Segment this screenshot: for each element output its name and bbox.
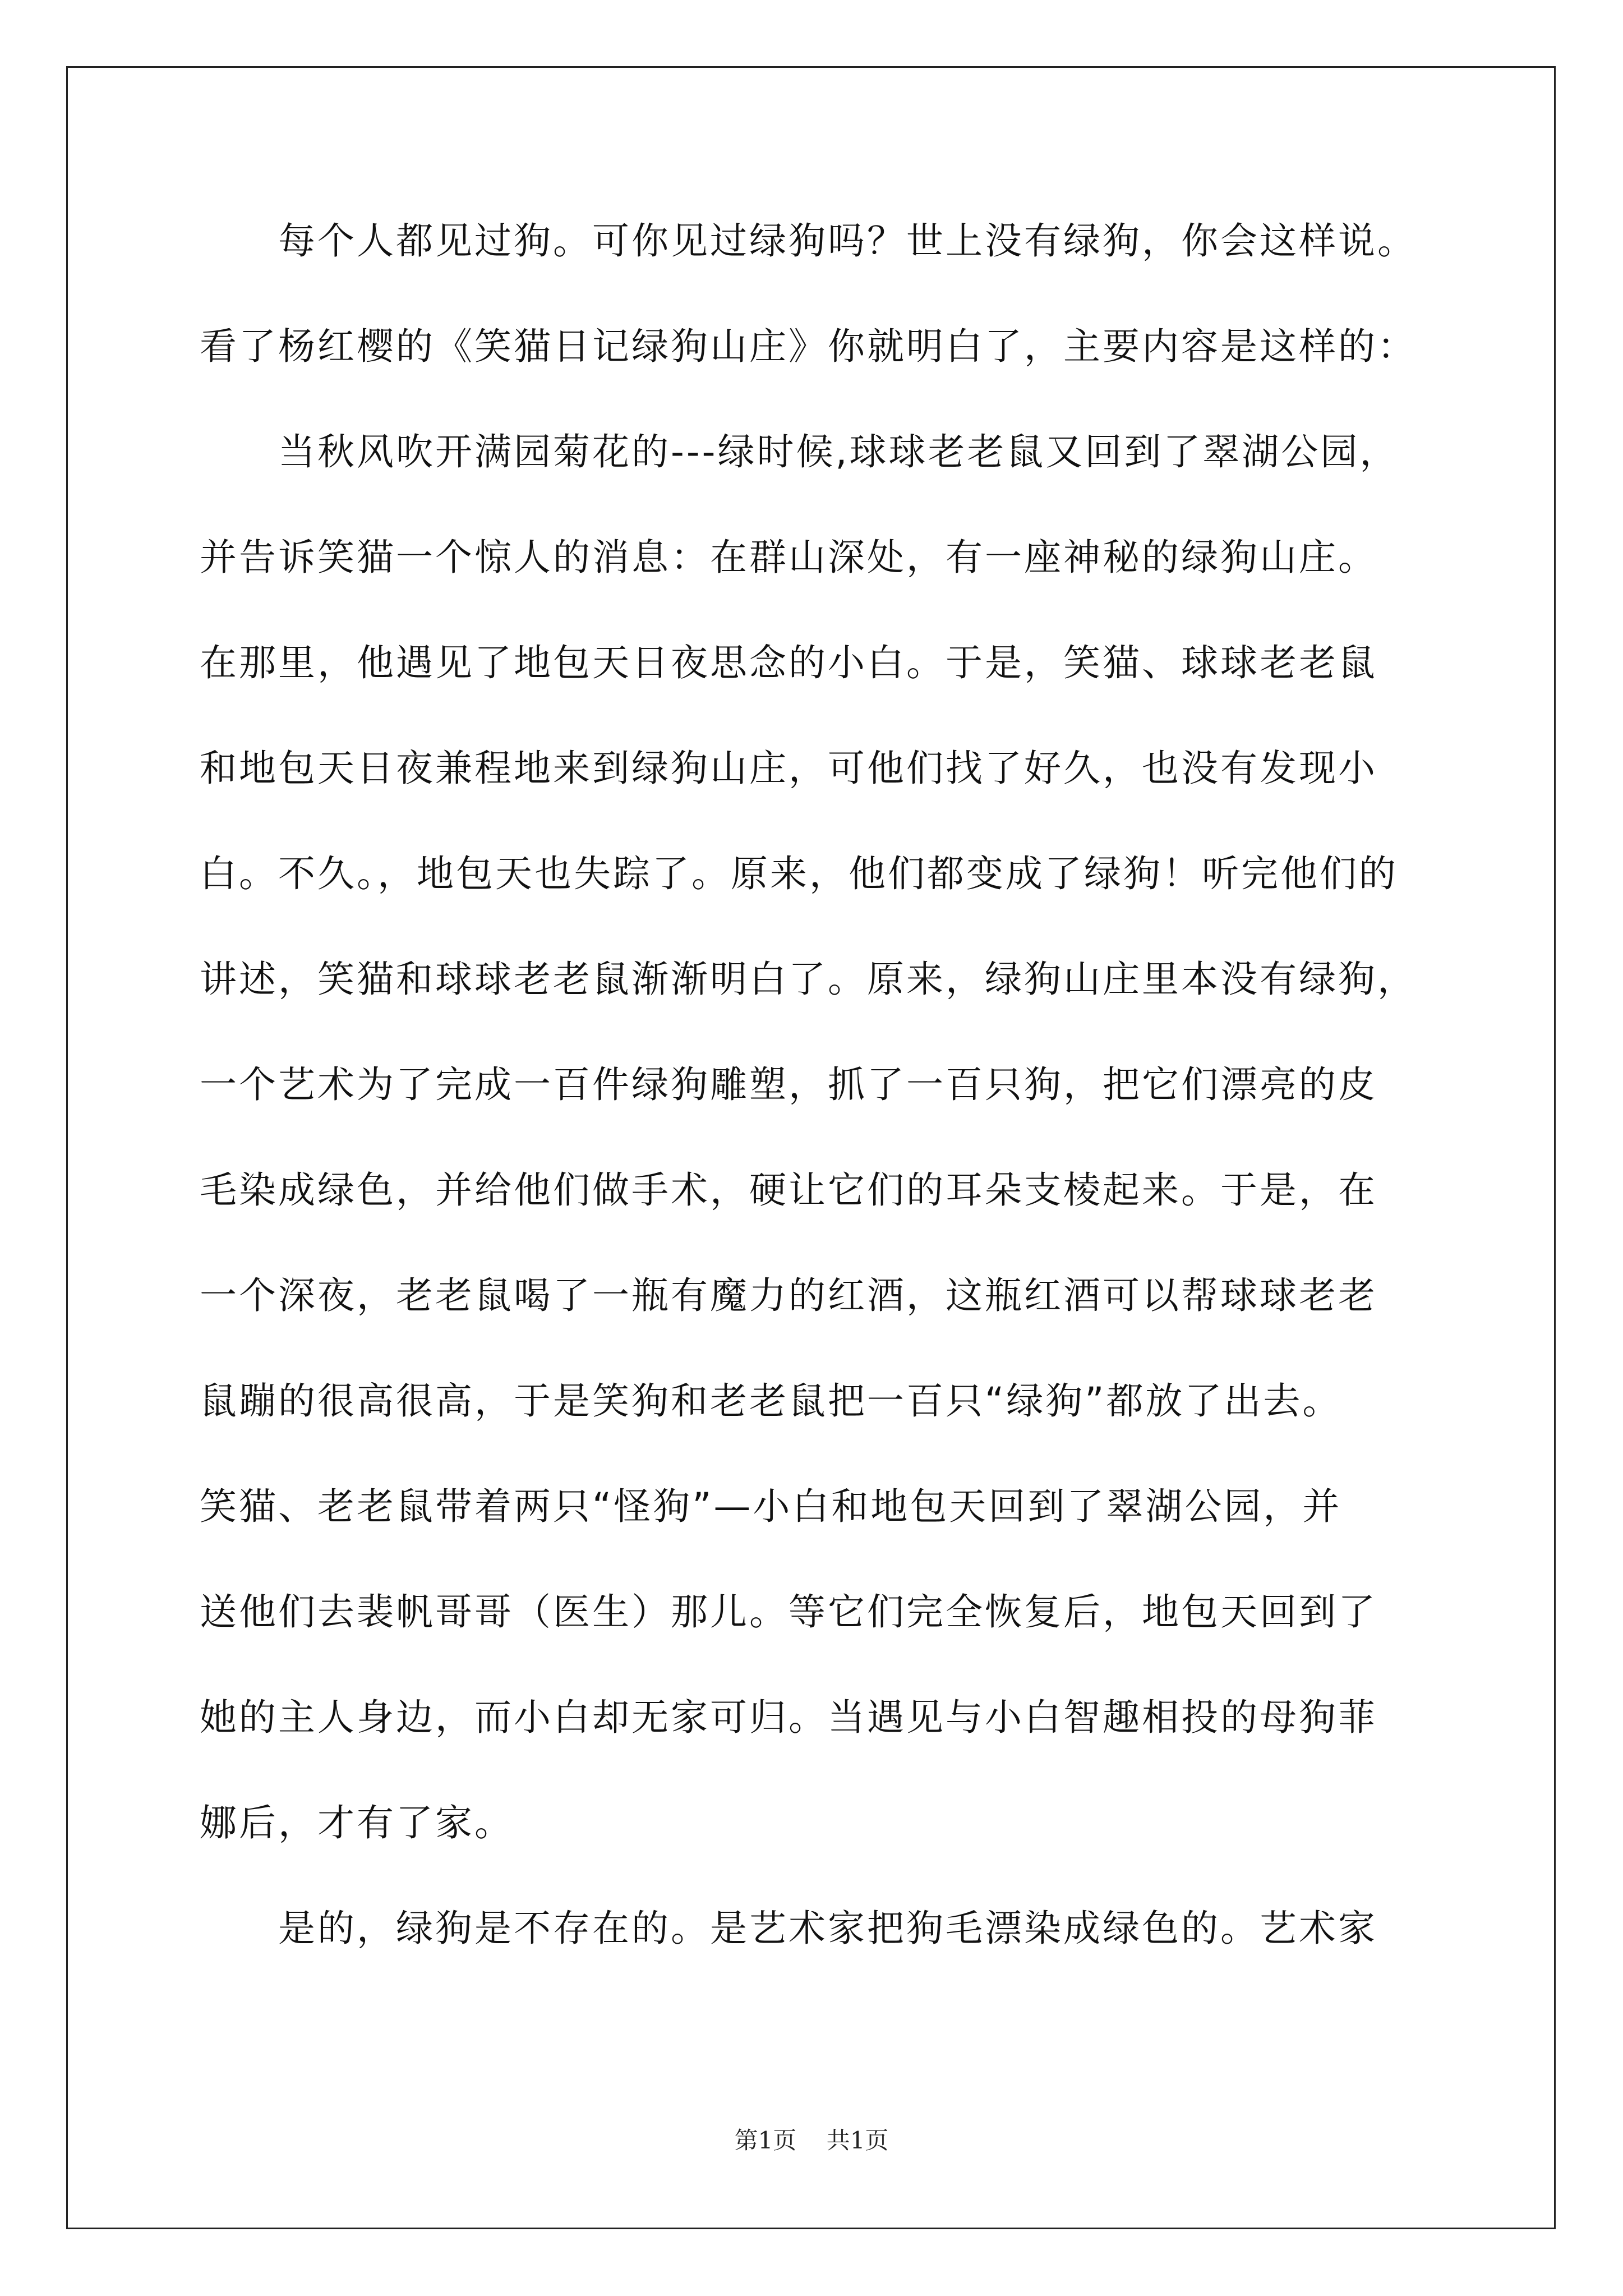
text-line: 当秋风吹开满园菊花的---绿时候,球球老老鼠又回到了翠湖公园， [200, 430, 1399, 473]
text-line: 每个人都见过狗。可你见过绿狗吗？世上没有绿狗，你会这样说。 [200, 219, 1417, 263]
page-footer [0, 2126, 1623, 2155]
text-line: 看了杨红樱的《笑猫日记绿狗山庄》你就明白了，主要内容是这样的： [200, 325, 1417, 368]
text-line: 讲述，笑猫和球球老老鼠渐渐明白了。原来，绿狗山庄里本没有绿狗， [200, 958, 1417, 1001]
text-line: 并告诉笑猫一个惊人的消息：在群山深处，有一座神秘的绿狗山庄。 [200, 536, 1377, 579]
text-line: 一个艺术为了完成一百件绿狗雕塑，抓了一百只狗，把它们漂亮的皮 [200, 1063, 1377, 1106]
text-line: 一个深夜，老老鼠喝了一瓶有魔力的红酒，这瓶红酒可以帮球球老老 [200, 1274, 1377, 1317]
text-line: 鼠蹦的很高很高，于是笑狗和老老鼠把一百只“绿狗”都放了出去。 [200, 1379, 1342, 1423]
page-number: 第1页 [734, 2127, 797, 2154]
text-line: 和地包天日夜兼程地来到绿狗山庄，可他们找了好久，也没有发现小 [200, 747, 1377, 790]
text-line: 是的，绿狗是不存在的。是艺术家把狗毛漂染成绿色的。艺术家 [200, 1907, 1377, 1950]
page-total: 共1页 [826, 2127, 889, 2154]
text-line: 在那里，他遇见了地包天日夜思念的小白。于是，笑猫、球球老老鼠 [200, 641, 1377, 684]
text-line: 毛染成绿色，并给他们做手术，硬让它们的耳朵支棱起来。于是，在 [200, 1168, 1377, 1212]
text-line: 笑猫、老老鼠带着两只“怪狗”—小白和地包天回到了翠湖公园，并 [200, 1485, 1342, 1528]
page-border [66, 66, 1556, 2229]
text-line: 她的主人身边，而小白却无家可归。当遇见与小白智趣相投的母狗菲 [200, 1696, 1377, 1739]
text-line: 白。不久。，地包天也失踪了。原来，他们都变成了绿狗！听完他们的 [200, 852, 1398, 895]
text-line: 娜后，才有了家。 [200, 1801, 514, 1844]
text-line: 送他们去裴帆哥哥（医生）那儿。等它们完全恢复后，地包天回到了 [200, 1590, 1377, 1634]
